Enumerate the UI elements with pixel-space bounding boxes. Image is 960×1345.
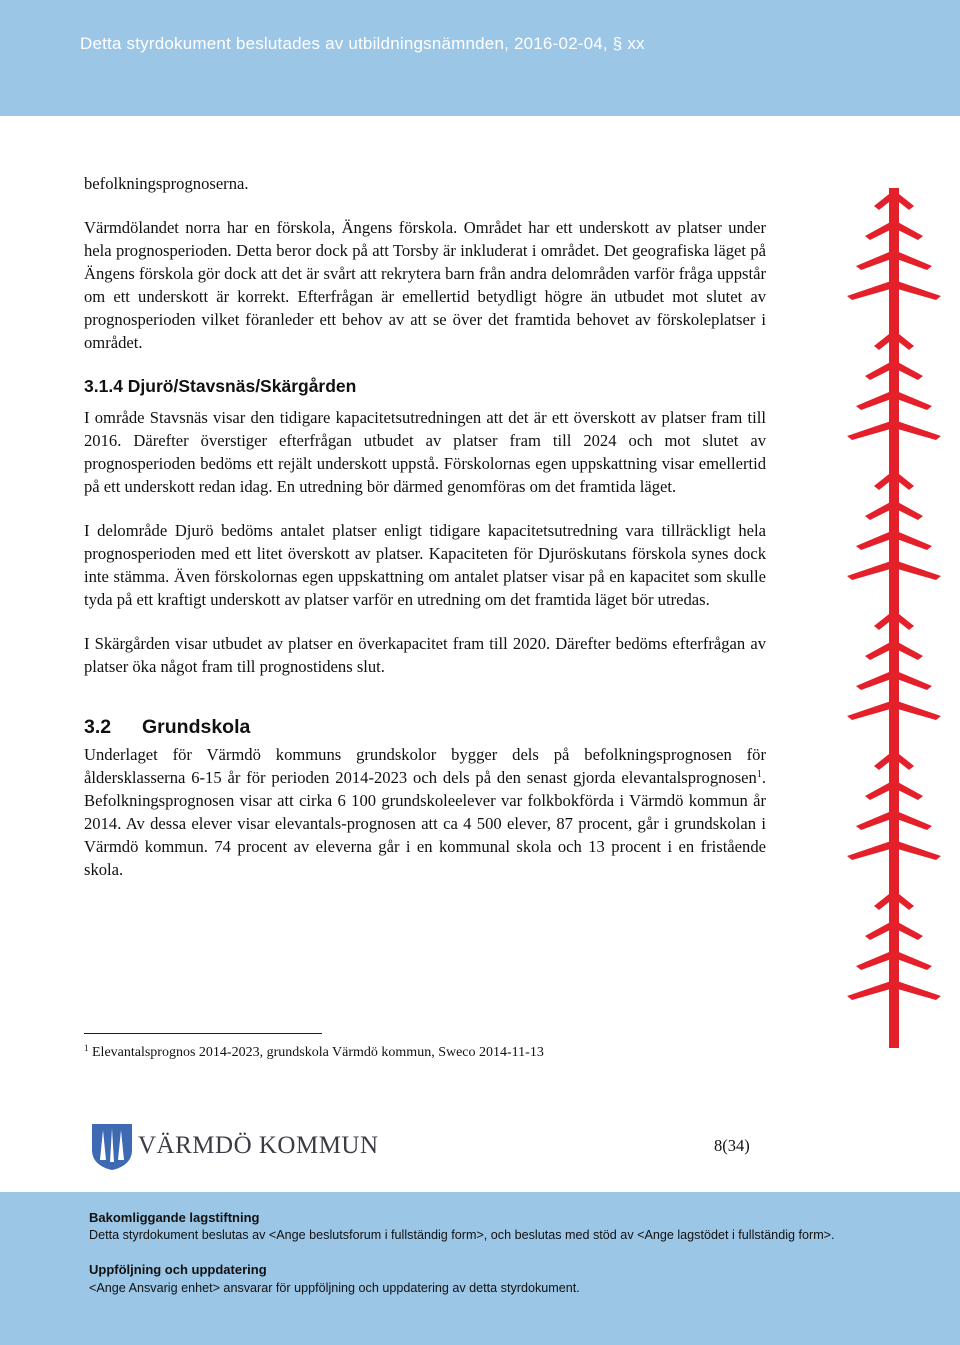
footnote xyxy=(84,1044,544,1062)
footer-heading-followup: Uppföljning och uppdatering xyxy=(89,1262,267,1277)
section-heading-3-1-4: 3.1.4 Djurö/Stavsnäs/Skärgården xyxy=(84,376,357,396)
paragraph: I delområde Djurö bedöms antalet platser enligt tidigare kapacitetsutredning vara tillräckligt hela prognosperioden med ett litet överskott av platser. Kapaciteten för Djuröskutans förskola synes dock inte stämma. Även förskolornas egen uppskattning om antalet platser visar på en kapacitet som skulle tyda på ett kraftigt underskott av platser varför en utredning om det framtida läget bör utredas. xyxy=(84,521,766,609)
page-number: 8(34) xyxy=(714,1136,750,1155)
document-body xyxy=(84,172,766,902)
paragraph-text: Underlaget för Värmdö kommuns grundskolor bygger dels på befolkningsprognosen för åldersklasserna 6-15 år för perioden 2014-2023 och dels på den senast gjorda elevantalsprognosen xyxy=(84,745,766,787)
logo xyxy=(92,1124,379,1170)
footer-heading-legislation: Bakomliggande lagstiftning xyxy=(89,1210,260,1225)
logo-wordmark: VÄRMDÖ KOMMUN xyxy=(138,1132,379,1159)
footer-banner xyxy=(0,1192,960,1345)
section-heading-3-2 xyxy=(84,716,766,739)
section-title: Grundskola xyxy=(142,716,251,738)
footnote-divider xyxy=(84,1033,322,1034)
footnote-number: 1 xyxy=(84,1043,89,1053)
paragraph xyxy=(84,743,766,881)
header-banner xyxy=(0,0,960,116)
varmdo-crest-icon xyxy=(92,1124,132,1170)
paragraph: I Skärgården visar utbudet av platser en överkapacitet fram till 2020. Därefter bedöms efterfrågan av platser öka något fram till prognostidens slut. xyxy=(84,634,766,676)
footer-text-legislation: Detta styrdokument beslutas av <Ange beslutsforum i fullständig form>, och beslutas med stöd av <Ange lagstödet i fullständig form>. xyxy=(89,1228,835,1242)
paragraph: Värmdölandet norra har en förskola, Ängens förskola. Området har ett underskott av platser under hela prognosperioden. Detta beror dock på att Torsby är inkluderat i området. Det geografiska läget på Ängens förskola gör dock att det är svårt att rekrytera barn från andra delområden varför fråga uppstår om ett underskott är korrekt. Efterfrågan är emellertid betydligt högre än utbudet mot slutet av prognosperioden vilket föranleder ett behov av att se över det framtida behovet av förskoleplatser i området. xyxy=(84,218,766,352)
red-fishbone-ornament xyxy=(844,188,944,1048)
footnote-reference[interactable]: 1 xyxy=(756,769,762,780)
paragraph: I område Stavsnäs visar den tidigare kapacitetsutredningen att det är ett överskott av platser fram till 2016. Därefter överstiger efterfrågan utbudet av platser fram till 2024 och mot slutet av prognosperioden bedöms ett rejält underskott uppstå. Förskolornas egen uppskattning visar emellertid på ett underskott redan idag. En utredning bör därmed genomföras om det framtida läget. xyxy=(84,408,766,496)
header-title: Detta styrdokument beslutades av utbildningsnämnden, 2016-02-04, § xx xyxy=(80,34,645,53)
footer-text-followup: <Ange Ansvarig enhet> ansvarar för uppföljning och uppdatering av detta styrdokument. xyxy=(89,1281,580,1295)
paragraph: befolkningsprognoserna. xyxy=(84,174,249,193)
paragraph-text: . Befolkningsprognosen visar att cirka 6 100 grundskoleelever var folkbokförda i Värmdö kommun år 2014. Av dessa elever visar elevantals-prognosen att ca 4 500 elever, 87 procent, går i grundskolan i Värmdö kommun. 74 procent av eleverna går i en kommunal skola och 13 procent i en fristående skola. xyxy=(84,768,766,879)
footnote-text: Elevantalsprognos 2014-2023, grundskola Värmdö kommun, Sweco 2014-11-13 xyxy=(88,1045,544,1060)
section-number: 3.2 xyxy=(84,716,112,738)
